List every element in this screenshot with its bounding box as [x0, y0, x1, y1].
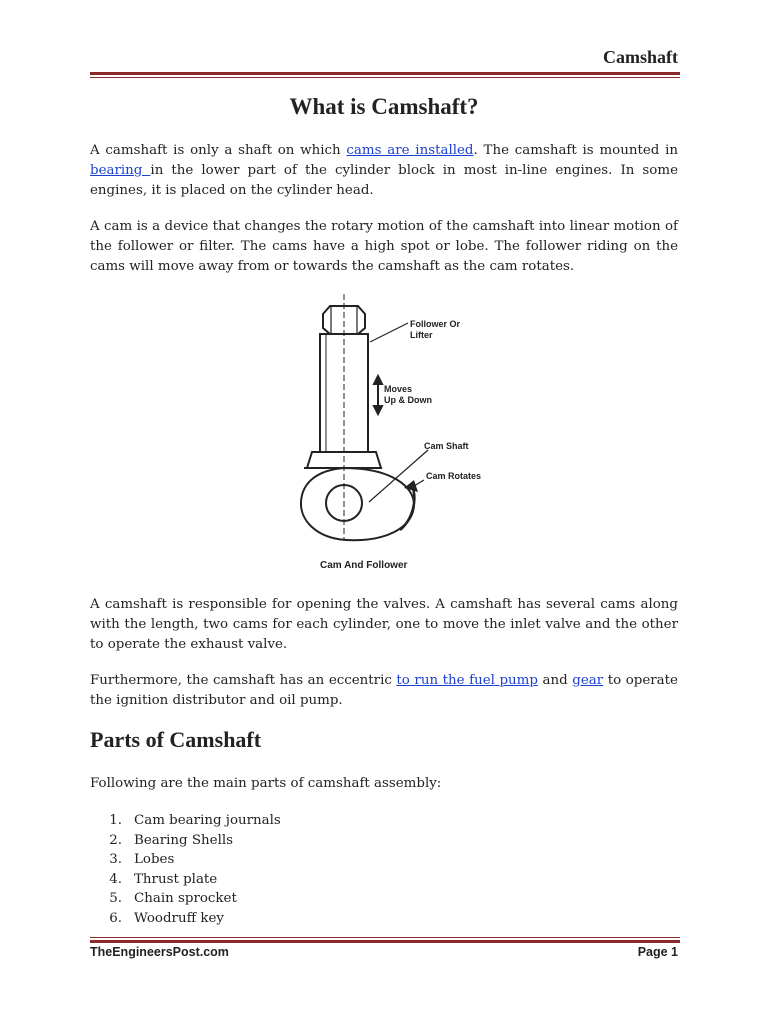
page-title: What is Camshaft? — [289, 94, 479, 119]
link-to-run-the-fuel-pump[interactable]: to run the fuel pump — [396, 673, 538, 688]
list-item-text: Woodruff key — [134, 910, 224, 926]
list-item-number: 3. — [109, 852, 122, 867]
list-item-text: Chain sprocket — [134, 891, 237, 906]
paragraph-1 — [90, 141, 678, 201]
link-bearing[interactable]: bearing — [90, 163, 151, 178]
list-item-number: 1. — [109, 813, 122, 828]
link-gear[interactable]: gear — [572, 673, 604, 688]
header-rule-thin — [90, 77, 680, 78]
list-item-text: Thrust plate — [134, 871, 218, 887]
paragraph-1-text-c: in the lower part of the cylinder block in most in-line engines. In some engines, it is placed on the cylinder head. — [90, 163, 678, 198]
footer-site-name: TheEngineersPost.com — [90, 945, 229, 959]
list-item — [90, 870, 281, 890]
list-item — [90, 811, 281, 831]
header-title: Camshaft — [603, 47, 678, 67]
list-item-text: Bearing Shells — [134, 832, 234, 848]
label-moves-line2: Up & Down — [384, 395, 432, 405]
paragraph-4-text-b: and — [537, 673, 573, 688]
paragraph-1-text-a: A camshaft is only a shaft on which — [90, 143, 347, 158]
label-moves-line1: Moves — [384, 384, 413, 394]
list-item-number: 5. — [109, 891, 122, 906]
label-follower-line2: Lifter — [410, 330, 433, 340]
list-item — [90, 850, 281, 870]
list-item — [90, 831, 281, 851]
list-item — [90, 909, 281, 929]
paragraph-3: A camshaft is responsible for opening the valves. A camshaft has several cams along with the length, two cams for each cylinder, one to move the inlet valve and the other to operate the exhaust valve. — [90, 597, 678, 652]
footer-rule-thin — [90, 937, 680, 938]
section-heading: Parts of Camshaft — [90, 727, 262, 752]
label-cam-shaft: Cam Shaft — [424, 441, 469, 451]
paragraph-1-text-b: . The camshaft is mounted in — [473, 143, 678, 158]
cam-follower-diagram — [290, 290, 490, 576]
figure-caption: Cam And Follower — [320, 560, 408, 571]
footer-page-number: Page 1 — [637, 945, 678, 959]
link-cams-are-installed[interactable]: cams are installed — [346, 143, 474, 158]
list-item — [90, 889, 281, 909]
list-item-number: 4. — [109, 871, 122, 887]
paragraph-2: A cam is a device that changes the rotary motion of the camshaft into linear motion of the follower or filter. The cams have a high spot or lobe. The follower riding on the cams will move away from or towards the camshaft as the cam rotates. — [90, 219, 678, 274]
list-item-number: 2. — [109, 832, 122, 848]
footer-rule-thick — [90, 940, 680, 943]
label-follower-line1: Follower Or — [410, 319, 461, 329]
list-item-text: Lobes — [134, 852, 175, 867]
list-item-text: Cam bearing journals — [134, 813, 281, 828]
header-rule-thick — [90, 72, 680, 75]
label-cam-rotates: Cam Rotates — [426, 471, 482, 481]
paragraph-4 — [90, 671, 678, 711]
paragraph-4-text-a: Furthermore, the camshaft has an eccentric — [90, 673, 397, 688]
parts-list — [90, 811, 281, 928]
list-item-number: 6. — [109, 910, 122, 926]
paragraph-4-text-c: to operate the ignition distributor and oil pump. — [90, 673, 678, 708]
section-intro: Following are the main parts of camshaft assembly: — [90, 776, 442, 791]
cam-and-follower-figure — [290, 290, 490, 576]
